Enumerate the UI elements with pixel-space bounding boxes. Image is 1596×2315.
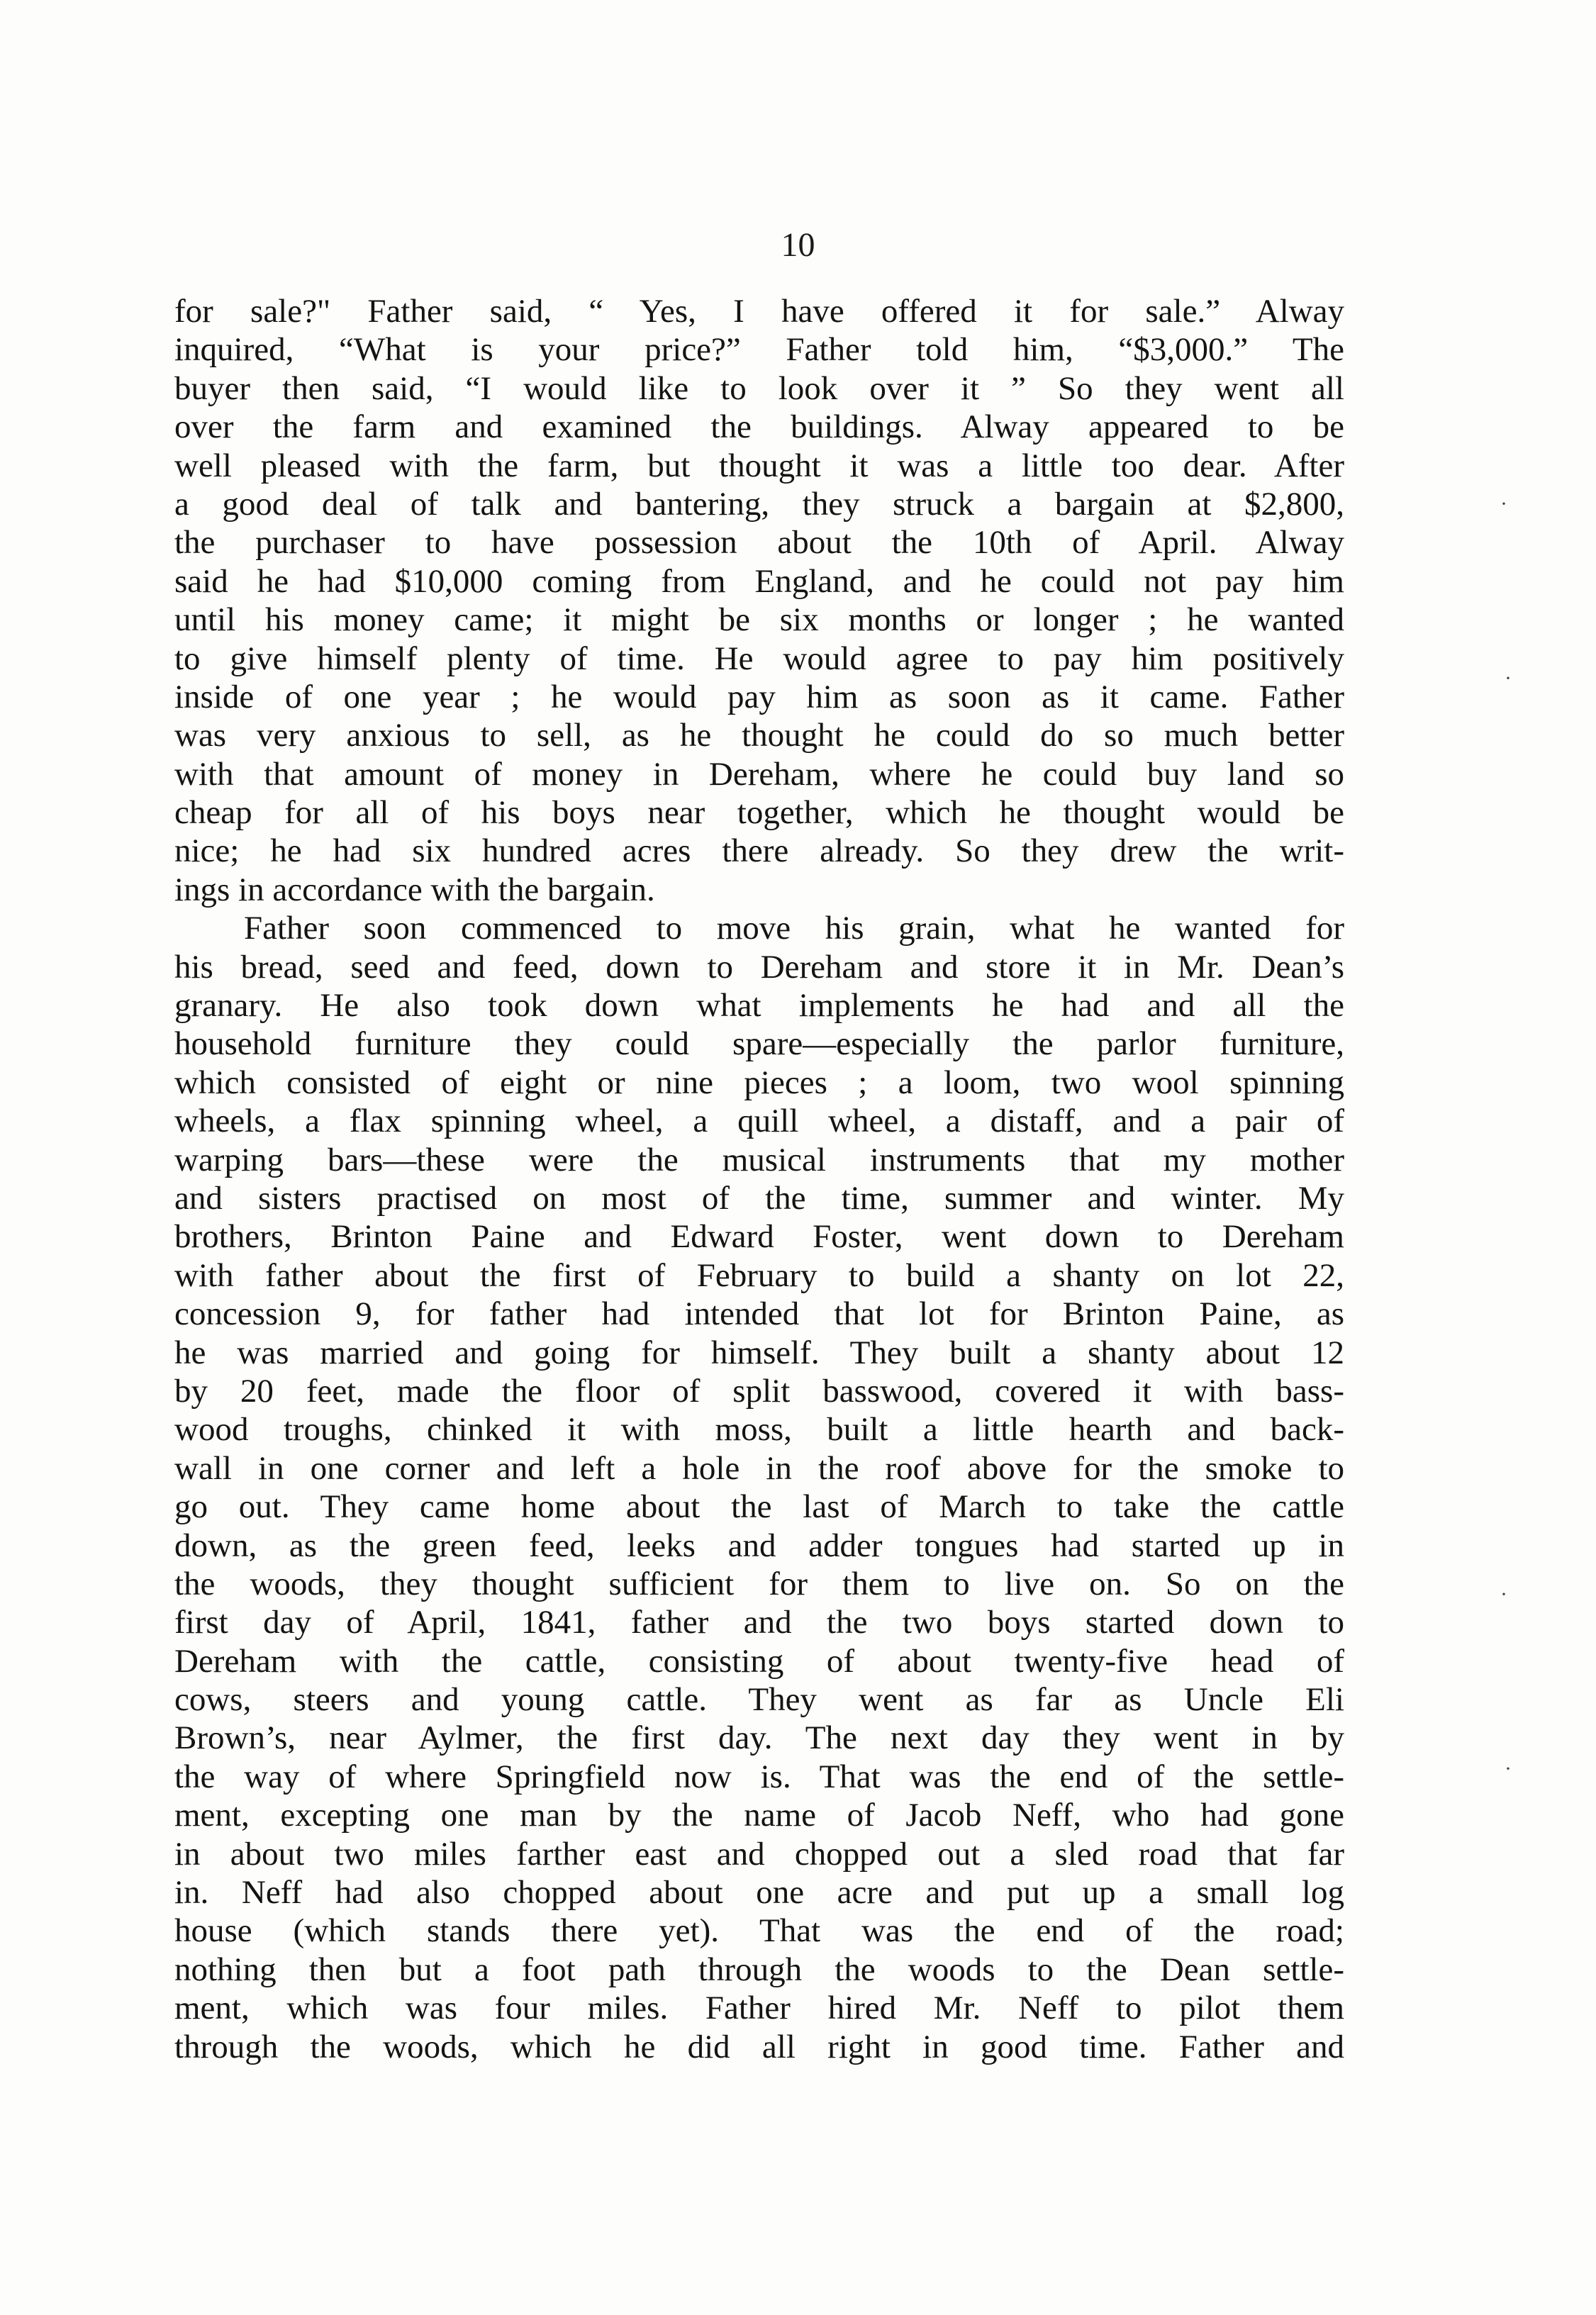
text-line: to give himself plenty of time. He would agree to pay him positively	[174, 640, 1344, 677]
text-line: buyer then said, “I would like to look over it ” So they went all	[174, 369, 1344, 407]
text-line: over the farm and examined the buildings. Alway appeared to be	[174, 408, 1344, 446]
text-line: down, as the green feed, leeks and adder tongues had started up in	[174, 1527, 1344, 1564]
text-line: until his money came; it might be six months or longer ; he wanted	[174, 601, 1344, 639]
body-text	[174, 292, 1344, 2066]
text-line: and sisters practised on most of the time, summer and winter. My	[174, 1179, 1344, 1217]
text-line: ment, which was four miles. Father hired Mr. Neff to pilot them	[174, 1990, 1344, 2027]
text-line: nice; he had six hundred acres there already. So they drew the writ-	[174, 832, 1344, 870]
text-line: by 20 feet, made the floor of split basswood, covered it with bass-	[174, 1372, 1344, 1410]
page-number: 10	[781, 226, 815, 264]
text-line: wood troughs, chinked it with moss, built a little hearth and back-	[174, 1411, 1344, 1449]
text-line: was very anxious to sell, as he thought he could do so much better	[174, 717, 1344, 754]
text-line: said he had $10,000 coming from England, and he could not pay him	[174, 562, 1344, 600]
margin-speck: ·	[1500, 1583, 1507, 1606]
text-line: house (which stands there yet). That was the end of the road;	[174, 1912, 1344, 1950]
text-line: with father about the first of February to build a shanty on lot 22,	[174, 1256, 1344, 1294]
text-line: the way of where Springfield now is. That was the end of the settle-	[174, 1758, 1344, 1795]
text-line: wheels, a flax spinning wheel, a quill wheel, a distaff, and a pair of	[174, 1103, 1344, 1140]
text-line: Brown’s, near Aylmer, the first day. The next day they went in by	[174, 1719, 1344, 1757]
text-line: wall in one corner and left a hole in the roof above for the smoke to	[174, 1449, 1344, 1487]
text-line: inside of one year ; he would pay him as soon as it came. Father	[174, 678, 1344, 715]
text-line: which consisted of eight or nine pieces ; a loom, two wool spinning	[174, 1064, 1344, 1101]
margin-speck: ·	[1500, 492, 1507, 515]
text-line: the woods, they thought sufficient for them to live on. So on the	[174, 1565, 1344, 1602]
text-line: first day of April, 1841, father and the two boys started down to	[174, 1604, 1344, 1641]
text-line: household furniture they could spare—especially the parlor furniture,	[174, 1025, 1344, 1063]
text-line: he was married and going for himself. They built a shanty about 12	[174, 1334, 1344, 1371]
text-line: warping bars—these were the musical instruments that my mother	[174, 1141, 1344, 1178]
margin-speck: ·	[1505, 1757, 1512, 1780]
text-line: through the woods, which he did all right in good time. Father and	[174, 2028, 1344, 2065]
text-line: cows, steers and young cattle. They went as far as Uncle Eli	[174, 1681, 1344, 1719]
text-line: in. Neff had also chopped about one acre and put up a small log	[174, 1874, 1344, 1912]
text-line: nothing then but a foot path through the woods to the Dean settle-	[174, 1951, 1344, 1988]
text-line: go out. They came home about the last of March to take the cattle	[174, 1488, 1344, 1526]
margin-speck: ·	[1505, 666, 1512, 690]
text-line: concession 9, for father had intended that lot for Brinton Paine, as	[174, 1295, 1344, 1333]
text-line: Dereham with the cattle, consisting of about twenty-five head of	[174, 1642, 1344, 1680]
text-line: well pleased with the farm, but thought it was a little too dear. After	[174, 447, 1344, 484]
text-line: granary. He also took down what implements he had and all the	[174, 987, 1344, 1025]
text-line: ment, excepting one man by the name of Jacob Neff, who had gone	[174, 1797, 1344, 1834]
text-line: Father soon commenced to move his grain, what he wanted for	[244, 910, 1344, 947]
text-line: his bread, seed and feed, down to Dereham and store it in Mr. Dean’s	[174, 948, 1344, 986]
text-line: cheap for all of his boys near together, which he thought would be	[174, 794, 1344, 832]
text-line: inquired, “What is your price?” Father told him, “$3,000.” The	[174, 331, 1344, 369]
text-line: brothers, Brinton Paine and Edward Foster, went down to Dereham	[174, 1218, 1344, 1256]
text-line: a good deal of talk and bantering, they struck a bargain at $2,800,	[174, 485, 1344, 523]
text-line: in about two miles farther east and chopped out a sled road that far	[174, 1835, 1344, 1873]
text-line: the purchaser to have possession about the 10th of April. Alway	[174, 524, 1344, 562]
text-line: for sale?" Father said, “ Yes, I have offered it for sale.” Alway	[174, 293, 1344, 330]
text-line: ings in accordance with the bargain.	[174, 871, 655, 908]
text-line: with that amount of money in Dereham, where he could buy land so	[174, 755, 1344, 793]
